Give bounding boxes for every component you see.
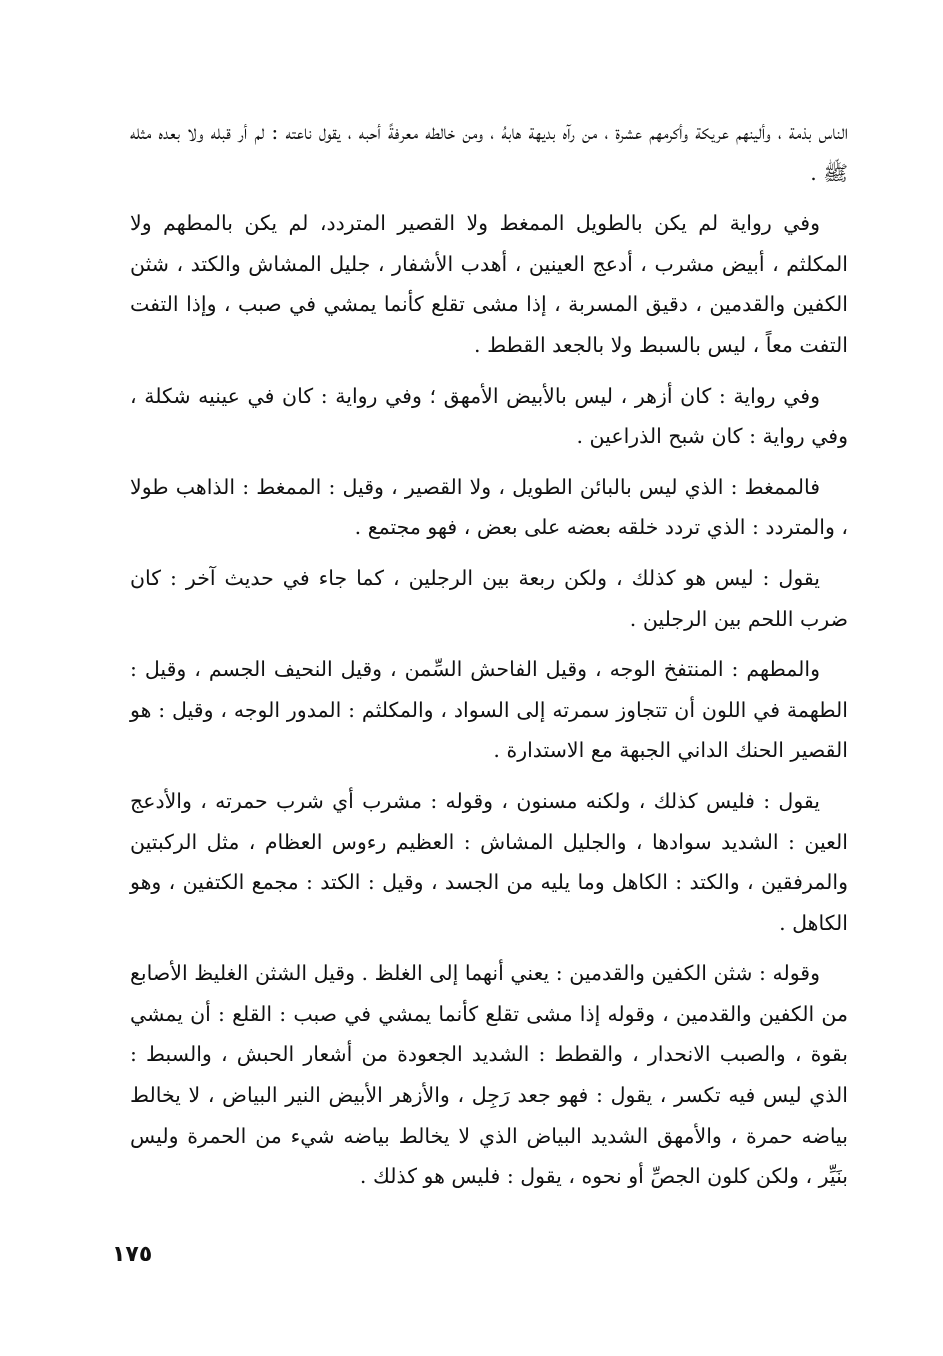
page-number: ١٧٥ — [112, 1242, 153, 1267]
body-text — [130, 112, 848, 1207]
paragraph: والمطهم : المنتفخ الوجه ، وقيل الفاحش السِّمن ، وقيل النحيف الجسم ، وقيل : الطهمة في اللون أن تتجاوز سمرته إلى السواد ، والمكلثم : المدور الوجه ، وقيل : هو القصير الحنك الداني الجبهة مع الاستدارة . — [130, 657, 848, 763]
paragraph: وقوله : شثن الكفين والقدمين : يعني أنهما إلى الغلظ . وقيل الشثن الغليظ الأصابع من الكفين والقدمين ، وقوله إذا مشى تقلع كأنما يمشي في صبب : القلع : أن يمشي بقوة ، والصبب الانحدار ، والقطط : الشديد الجعودة من أشعار الحبش ، والسبط : الذي ليس فيه تكسر ، يقول : فهو جعد رَجِل ، والأزهر الأبيض النير البياض ، لا يخالط بياضه حمرة ، والأمهق الشديد البياض الذي لا يخالط بياضه شيء من الحمرة وليس بنَيِّر ، ولكن كلون الجصِّ أو نحوه ، يقول : فليس هو كذلك . — [130, 961, 848, 1189]
paragraph: وفي رواية لم يكن بالطويل الممغط ولا القصير المتردد، لم يكن بالمطهم ولا المكلثم ، أبيض مشرب ، أدعج العينين ، أهدب الأشفار ، جليل المشاش والكتد ، شثن الكفين والقدمين ، دقيق المسربة ، إذا مشى تقلع كأنما يمشي في صبب ، وإذا التفت التفت معاً ، ليس بالسبط ولا بالجعد القطط . — [130, 211, 848, 357]
paragraph: وفي رواية : كان أزهر ، ليس بالأبيض الأمهق ؛ وفي رواية : كان في عينيه شكلة ، وفي رواية : كان شبح الذراعين . — [130, 383, 848, 449]
paragraph: يقول : ليس هو كذلك ، ولكن ربعة بين الرجلين ، كما جاء في حديث آخر : كان ضرب اللحم بين الرجلين . — [130, 565, 848, 631]
paragraph-continuation: الناس بذمة ، وألينهم عريكة وأكرمهم عشرة ، من رآه بديهة هابهُ ، ومن خالطه معرفةً أحبه ، يقول ناعته : لم أر قبله ولا بعده مثله ﷺ . — [130, 120, 848, 185]
paragraph: يقول : فليس كذلك ، ولكنه مسنون ، وقوله : مشرب أي شرب حمرته ، والأدعج العين : الشديد سوادها ، والجليل المشاش : العظيم رءوس العظام ، مثل الركبتين والمرفقين ، والكتد : الكاهل وما يليه من الجسد ، وقيل : الكتد : مجمع الكتفين ، وهو الكاهل . — [130, 788, 848, 935]
paragraph: فالممغط : الذي ليس بالبائن الطويل ، ولا القصير ، وقيل : الممغط : الذاهب طولا ، والمتردد : الذي تردد خلقه بعضه على بعض ، فهو مجتمع . — [130, 474, 848, 540]
